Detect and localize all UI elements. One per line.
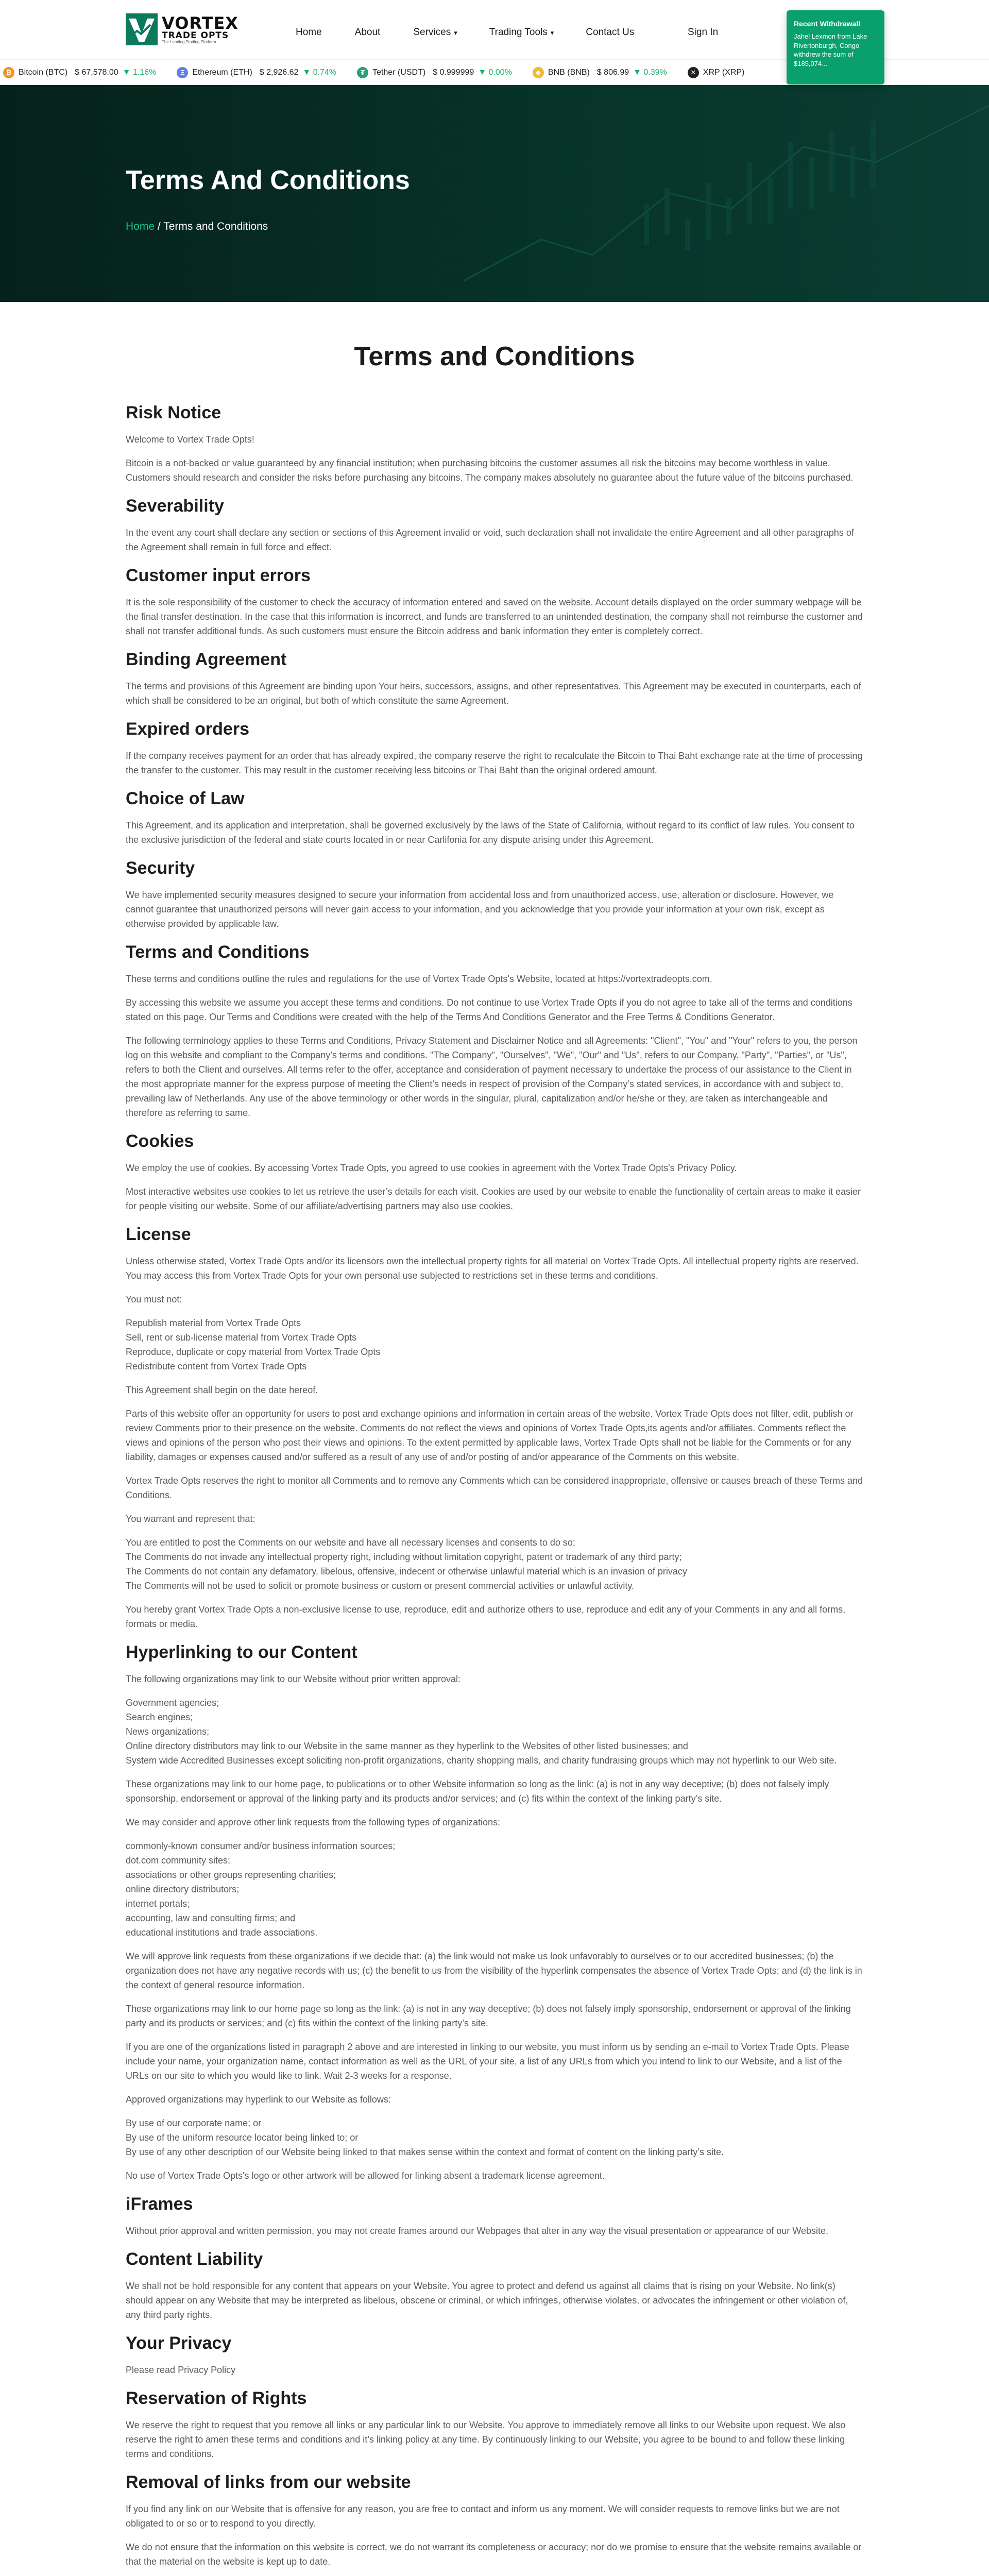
- section-heading: Reservation of Rights: [126, 2388, 307, 2408]
- paragraph: We reserve the right to request that you remove all links or any particular link to our Website. You approve to immediately remove all links to our Website upon request. We also reserve the right to amen these terms and conditions and it’s linking policy at any time. By continuously linking to our Website, you agree to be bound to and follow these linking terms and conditions.: [126, 2420, 846, 2459]
- ticker-item: [3, 67, 156, 78]
- list-item: Redistribute content from Vortex Trade Opts: [126, 1361, 307, 1371]
- coin-name: Bitcoin (BTC): [19, 67, 68, 77]
- list-item: By use of the uniform resource locator being linked to; or: [126, 2132, 359, 2143]
- list-item: Government agencies;: [126, 1698, 219, 1708]
- list-item: educational institutions and trade associations.: [126, 1927, 318, 1938]
- coin-name: Ethereum (ETH): [192, 67, 252, 77]
- paragraph: This Agreement shall begin on the date hereof.: [126, 1385, 318, 1395]
- nav-trading-tools[interactable]: [489, 27, 554, 38]
- list-item: The Comments will not be used to solicit or promote business or custom or present commercial activities or unlawful activity.: [126, 1581, 635, 1591]
- list-item: Online directory distributors may link to our Website in the same manner as they hyperlink to the Websites of other listed businesses; and: [126, 1741, 688, 1751]
- paragraph: You warrant and represent that:: [126, 1514, 255, 1524]
- paragraph: We employ the use of cookies. By accessing Vortex Trade Opts, you agreed to use cookies in agreement with the Vortex Trade Opts's Privacy Policy.: [126, 1163, 737, 1173]
- paragraph: The following organizations may link to our Website without prior written approval:: [126, 1674, 461, 1684]
- list-item: online directory distributors;: [126, 1884, 240, 1894]
- section-heading: iFrames: [126, 2194, 193, 2214]
- ticker-item: [533, 67, 667, 78]
- page-title: Terms and Conditions: [354, 342, 635, 371]
- paragraph: These organizations may link to our home page so long as the link: (a) is not in any way deceptive; (b) does not falsely imply sponsorship, endorsement or approval of the linking party and its products or services; and (c) fits within the context of the linking party’s site.: [126, 2004, 851, 2028]
- coin-icon: ₮: [357, 67, 368, 78]
- coin-change: ▼ 1.16%: [122, 67, 157, 77]
- paragraph: The terms and provisions of this Agreement are binding upon Your heirs, successors, assigns, and other representatives. This Agreement may be executed in counterparts, each of which shall be considered to be an original, but both of which constitute the same Agreement.: [126, 681, 861, 706]
- section-heading: Removal of links from our website: [126, 2472, 411, 2492]
- chevron-down-icon: ▾: [550, 29, 554, 37]
- paragraph: Without prior approval and written permission, you may not create frames around our Webpages that alter in any way the visual presentation or appearance of our Website.: [126, 2226, 829, 2236]
- coin-name: BNB (BNB): [548, 67, 590, 77]
- list-item: The Comments do not contain any defamatory, libelous, offensive, indecent or otherwise unlawful material which is an invasion of privacy: [126, 1566, 687, 1577]
- paragraph: We shall not be hold responsible for any content that appears on your Website. You agree to protect and defend us against all claims that is rising on your Website. No link(s) should appear on any Website that may be interpreted as libelous, obscene or criminal, or which infringes, otherwise violates, or advocates the infringement or other violation of, any third party rights.: [126, 2281, 848, 2320]
- section-heading: Terms and Conditions: [126, 942, 310, 962]
- coin-icon: ₿: [3, 67, 14, 78]
- paragraph: We have implemented security measures designed to secure your information from accidental loss and from unauthorized access, use, alteration or disclosure. However, we cannot guarantee that unauthorized persons will never gain access to your information, and you acknowledge that you provide your information at your own risk, except as otherwise provided by applicable law.: [126, 890, 834, 929]
- list-item: dot.com community sites;: [126, 1855, 231, 1866]
- paragraph: We do not ensure that the information on this website is correct, we do not warrant its completeness or accuracy; nor do we promise to ensure that the website remains available or that the material on the website is kept up to date.: [126, 2542, 862, 2567]
- paragraph: Bitcoin is a not-backed or value guaranteed by any financial institution; when purchasing bitcoins the customer assumes all risk the bitcoins may become worthless in value. Customers should research and consider the risks before purchasing any bitcoins. The company makes absolutely no guarantee about the future value of the bitcoins purchased.: [126, 458, 854, 483]
- nav-services[interactable]: [413, 27, 457, 38]
- bullet-list: [126, 1839, 863, 1940]
- list-item: Republish material from Vortex Trade Opts: [126, 1318, 301, 1328]
- brand-name: VORTEX: [162, 13, 238, 33]
- paragraph: In the event any court shall declare any section or sections of this Agreement invalid or void, such declaration shall not invalidate the entire Agreement and all other paragraphs of the Agreement shall remain in full force and effect.: [126, 528, 854, 552]
- withdrawal-notification: [787, 10, 884, 84]
- coin-name: XRP (XRP): [703, 67, 745, 77]
- paragraph: You must not:: [126, 1294, 182, 1304]
- paragraph: We will approve link requests from these organizations if we decide that: (a) the link would not make us look unfavorably to ourselves or to our accredited businesses; (b) the organization does not have any negative records with us; (c) the benefit to us from the visibility of the hyperlink compensates the absence of Vortex Trade Opts; and (d) the link is in the context of general resource information.: [126, 1951, 862, 1990]
- paragraph: Approved organizations may hyperlink to our Website as follows:: [126, 2094, 391, 2105]
- section-heading: Binding Agreement: [126, 650, 287, 669]
- nav-contact[interactable]: Contact Us: [586, 27, 635, 38]
- section-heading: Customer input errors: [126, 566, 311, 585]
- section-heading: License: [126, 1225, 191, 1244]
- paragraph: We may consider and approve other link requests from the following types of organizations:: [126, 1817, 501, 1827]
- breadcrumb-current: Terms and Conditions: [163, 221, 268, 232]
- nav-trading-tools-label: Trading Tools: [489, 27, 548, 38]
- coin-change: ▼ 0.00%: [478, 67, 512, 77]
- coin-name: Tether (USDT): [372, 67, 426, 77]
- list-item: Sell, rent or sub-license material from Vortex Trade Opts: [126, 1332, 357, 1343]
- bullet-list: [126, 1696, 863, 1768]
- main-nav: [296, 27, 634, 38]
- paragraph: By accessing this website we assume you accept these terms and conditions. Do not continue to use Vortex Trade Opts if you do not agree to take all of the terms and conditions stated on this page. Our Terms and Conditions were created with the help of the Terms And Conditions Generator and the Free Terms & Conditions Generator.: [126, 997, 852, 1022]
- paragraph: You hereby grant Vortex Trade Opts a non-exclusive license to use, reproduce, edit and authorize others to use, reproduce and edit any of your Comments in any and all forms, formats or media.: [126, 1604, 846, 1629]
- section-heading: Choice of Law: [126, 789, 245, 808]
- breadcrumb: [126, 221, 268, 233]
- list-item: Search engines;: [126, 1712, 193, 1722]
- section-heading: Your Privacy: [126, 2333, 232, 2353]
- paragraph: Unless otherwise stated, Vortex Trade Opts and/or its licensors own the intellectual property rights for all material on Vortex Trade Opts. All intellectual property rights are reserved. You may access this from Vortex Trade Opts for your own personal use subjected to restrictions set in these terms and conditions.: [126, 1256, 859, 1281]
- brand-tagline: The Leading Trading Platform: [162, 39, 216, 44]
- paragraph: This Agreement, and its application and interpretation, shall be governed exclusively by the laws of the State of California, without regard to its conflict of law rules. You consent to the exclusive jurisdiction of the federal and state courts located in or near Carlifonia for any dispute arising under this Agreement.: [126, 820, 855, 845]
- section-heading: Cookies: [126, 1131, 194, 1151]
- bullet-list: [126, 2116, 863, 2159]
- signin-link[interactable]: Sign In: [688, 27, 719, 38]
- paragraph: Most interactive websites use cookies to let us retrieve the user’s details for each visit. Cookies are used by our website to enable the functionality of certain areas to make it easier for people visiting our website. Some of our affiliate/advertising partners may also use cookies.: [126, 1187, 861, 1211]
- paragraph: No use of Vortex Trade Opts's logo or other artwork will be allowed for linking absent a trademark license agreement.: [126, 2171, 605, 2181]
- logo-mark-icon: [126, 13, 158, 45]
- coin-change: ▼ 0.39%: [633, 67, 667, 77]
- list-item: By use of our corporate name; or: [126, 2118, 262, 2128]
- ticker-item: [177, 67, 336, 78]
- breadcrumb-home[interactable]: Home: [126, 221, 155, 232]
- list-item: System wide Accredited Businesses except soliciting non-profit organizations, charity shopping malls, and charity fundraising groups which may not hyperlink to our Web site.: [126, 1755, 837, 1766]
- hero-title: Terms And Conditions: [126, 165, 410, 195]
- paragraph: These terms and conditions outline the rules and regulations for the use of Vortex Trade Opts's Website, located at https://vortextradeopts.com.: [126, 974, 712, 984]
- ticker-item: [357, 67, 512, 78]
- paragraph: Vortex Trade Opts reserves the right to monitor all Comments and to remove any Comments which can be considered inappropriate, offensive or causes breach of these Terms and Conditions.: [126, 1476, 863, 1500]
- coin-price: $ 2,926.62: [259, 67, 299, 77]
- notification-title: Recent Withdrawal!: [794, 20, 861, 28]
- list-item: associations or other groups representing charities;: [126, 1870, 336, 1880]
- list-item: commonly-known consumer and/or business information sources;: [126, 1841, 396, 1851]
- section-heading: Hyperlinking to our Content: [126, 1642, 357, 1662]
- nav-home[interactable]: Home: [296, 27, 322, 38]
- paragraph: The following terminology applies to these Terms and Conditions, Privacy Statement and Disclaimer Notice and all Agreements: "Client", "You" and "Your" refers to you, the person log on this website and compliant to the Company’s terms and conditions. "The Company", "Ourselves", "We", "Our" and "Us", refers to our Company. "Party", "Parties", or "Us", refers to both the Client and ourselves. All terms refer to the offer, acceptance and consideration of payment necessary to undertake the process of our assistance to the Client in the most appropriate manner for the express purpose of meeting the Client’s needs in respect of provision of the Company’s stated services, in accordance with and subject to, prevailing law of Netherlands. Any use of the above terminology or other words in the singular, plural, capitalization and/or he/she or they, are taken as interchangeable and therefore as referring to same.: [126, 1036, 858, 1118]
- paragraph: These organizations may link to our home page, to publications or to other Website information so long as the link: (a) is not in any way deceptive; (b) does not falsely imply sponsorship, endorsement or approval of the linking party and its products and/or services; and (c) fits within the context of the linking party’s site.: [126, 1779, 829, 1804]
- section-heading: Severability: [126, 496, 224, 516]
- terms-content: [126, 392, 863, 2576]
- brand-subname: TRADE OPTS: [162, 30, 229, 41]
- coin-price: $ 806.99: [596, 67, 629, 77]
- paragraph: If you find any link on our Website that is offensive for any reason, you are free to contact and inform us any moment. We will consider requests to remove links but we are not obligated to or so or to respond to you directly.: [126, 2504, 840, 2529]
- coin-icon: ◆: [533, 67, 544, 78]
- list-item: Reproduce, duplicate or copy material from Vortex Trade Opts: [126, 1347, 381, 1357]
- paragraph: It is the sole responsibility of the customer to check the accuracy of information entered and saved on the website. Account details displayed on the order summary webpage will be the final transfer destination. In the case that this information is incorrect, and funds are transferred to an unintended destination, the company shall not reimburse the customer and shall not transfer additional funds. As such customers must ensure the Bitcoin address and bank information they enter is completely correct.: [126, 597, 863, 636]
- paragraph: Welcome to Vortex Trade Opts!: [126, 434, 254, 445]
- list-item: accounting, law and consulting firms; and: [126, 1913, 296, 1923]
- coin-icon: Ξ: [177, 67, 188, 78]
- chevron-down-icon: ▾: [454, 29, 457, 37]
- paragraph: If the company receives payment for an order that has already expired, the company reserve the right to recalculate the Bitcoin to Thai Baht exchange rate at the time of processing the transfer to the customer. This may result in the customer receiving less bitcoins or Thai Baht than the original ordered amount.: [126, 751, 863, 775]
- bullet-list: [126, 1535, 863, 1593]
- section-heading: Risk Notice: [126, 403, 221, 422]
- coin-icon: ✕: [688, 67, 699, 78]
- section-heading: Security: [126, 858, 195, 878]
- nav-about[interactable]: About: [354, 27, 381, 38]
- bullet-list: [126, 1316, 863, 1374]
- page-hero: [0, 85, 989, 302]
- paragraph: Parts of this website offer an opportunity for users to post and exchange opinions and information in certain areas of the website. Vortex Trade Opts does not filter, edit, publish or review Comments prior to their presence on the website. Comments do not reflect the views and opinions of Vortex Trade Opts,its agents and/or affiliates. Comments reflect the views and opinions of the person who post their views and opinions. To the extent permitted by applicable laws, Vortex Trade Opts shall not be liable for the Comments or for any liability, damages or expenses caused and/or suffered as a result of any use of and/or posting of and/or appearance of the Comments on this website.: [126, 1409, 854, 1462]
- list-item: By use of any other description of our Website being linked to that makes sense within the context and format of content on the linking party’s site.: [126, 2147, 724, 2157]
- paragraph: If you are one of the organizations listed in paragraph 2 above and are interested in linking to our website, you must inform us by sending an e-mail to Vortex Trade Opts. Please include your name, your organization name, contact information as well as the URL of your site, a list of any URLs from which you intend to link to our Website, and a list of the URLs on our site to which you would like to link. Wait 2-3 weeks for a response.: [126, 2042, 849, 2081]
- ticker-item: [688, 67, 756, 78]
- list-item: internet portals;: [126, 1899, 190, 1909]
- list-item: News organizations;: [126, 1726, 210, 1737]
- paragraph: Please read Privacy Policy: [126, 2365, 236, 2375]
- brand-logo[interactable]: [126, 13, 238, 45]
- coin-price: $ 0.999999: [433, 67, 474, 77]
- coin-price: $ 67,578.00: [75, 67, 118, 77]
- list-item: The Comments do not invade any intellectual property right, including without limitation copyright, patent or trademark of any third party;: [126, 1552, 682, 1562]
- breadcrumb-separator: /: [157, 221, 161, 232]
- list-item: You are entitled to post the Comments on our website and have all necessary licenses and consents to do so;: [126, 1537, 575, 1548]
- section-heading: Content Liability: [126, 2249, 263, 2269]
- coin-change: ▼ 0.74%: [302, 67, 337, 77]
- notification-message: Jahel Lexmon from Lake Rivertonburgh, Congo withdrew the sum of $185,074...: [794, 32, 867, 67]
- nav-services-label: Services: [413, 27, 451, 38]
- section-heading: Expired orders: [126, 719, 249, 739]
